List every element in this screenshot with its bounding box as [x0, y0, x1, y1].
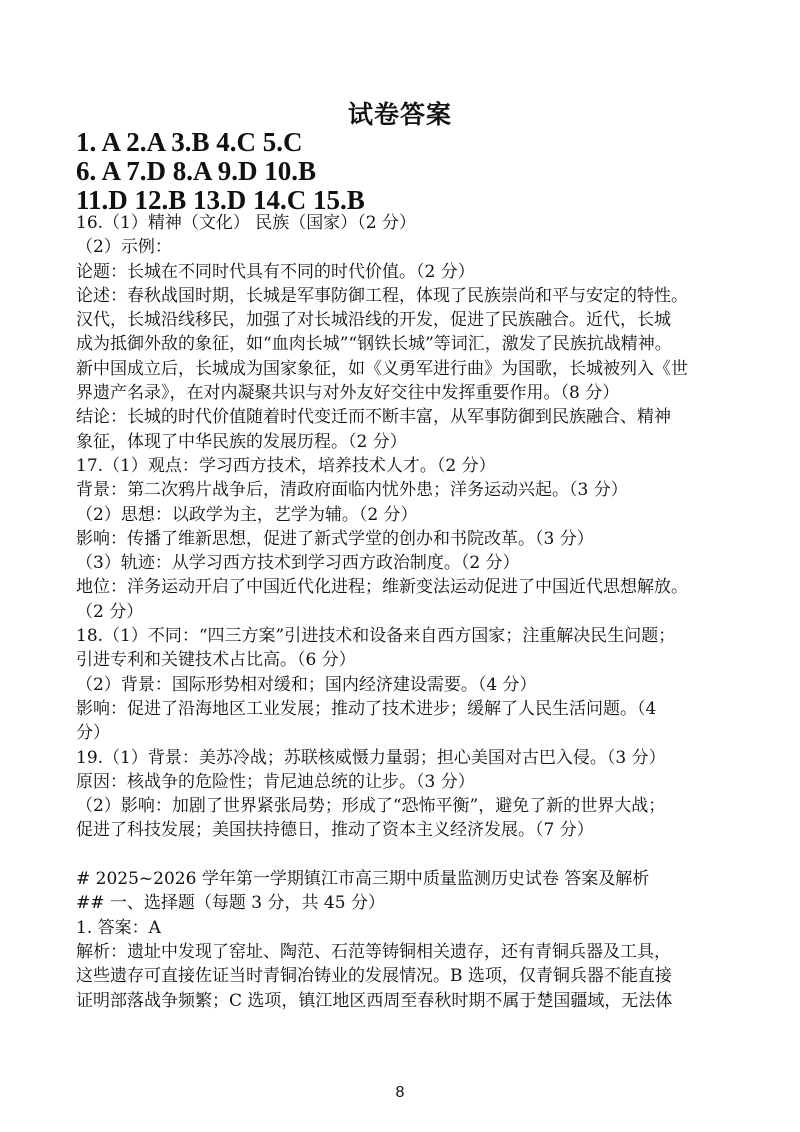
text-line: 分）	[76, 723, 110, 744]
text-line: （2）思想：以政学为主，艺学为辅。（2 分）	[76, 504, 418, 525]
section-heading: # 2025~2026 学年第一学期镇江市高三期中质量监测历史试卷 答案及解析	[76, 869, 650, 890]
text-line: 1. 答案：A	[76, 917, 161, 938]
text-line: 这些遗存可直接佐证当时青铜冶铸业的发展情况。B 选项，仅青铜兵器不能直接	[76, 966, 672, 987]
text-line: 背景：第二次鸦片战争后，清政府面临内忧外患；洋务运动兴起。（3 分）	[76, 480, 628, 501]
text-line: 成为抵御外敌的象征，如“血肉长城”“钢铁长城”等词汇，激发了民族抗战精神。	[76, 334, 672, 355]
answer-row: 1. A 2.A 3.B 4.C 5.C	[76, 127, 303, 157]
text-line: 促进了科技发展；美国扶持德日，推动了资本主义经济发展。（7 分）	[76, 820, 594, 841]
text-line: 引进专利和关键技术占比高。（6 分）	[76, 650, 356, 671]
text-line: 结论：长城的时代价值随着时代变迁而不断丰富，从军事防御到民族融合、精神	[76, 407, 671, 428]
text-line: 地位：洋务运动开启了中国近代化进程；维新变法运动促进了中国近代思想解放。	[76, 577, 688, 598]
answer-row: 6. A 7.D 8.A 9.D 10.B	[76, 156, 317, 186]
text-line: 汉代，长城沿线移民，加强了对长城沿线的开发，促进了民族融合。近代，长城	[76, 310, 671, 331]
text-line: （2）背景：国际形势相对缓和；国内经济建设需要。（4 分）	[76, 674, 537, 695]
text-line: 证明部落战争频繁；C 选项，镇江地区西周至春秋时期不属于楚国疆域，无法体	[76, 990, 673, 1011]
text-line: 16.（1）精神（文化） 民族（国家）（2 分）	[76, 213, 416, 233]
text-line: （2 分）	[76, 601, 144, 622]
answer-key	[76, 128, 365, 215]
text-line: 界遗产名录》，在对内凝聚共识与对外友好交往中发挥重要作用。（8 分）	[76, 383, 620, 404]
text-line: 原因：核战争的危险性；肯尼迪总统的让步。（3 分）	[76, 771, 475, 792]
text-line: （2）示例：	[76, 237, 172, 258]
text-line: 论述：春秋战国时期，长城是军事防御工程，体现了民族崇尚和平与安定的特性。	[76, 285, 688, 306]
text-line: 19.（1）背景：美苏冷战；苏联核威慑力量弱；担心美国对古巴入侵。（3 分）	[76, 747, 666, 768]
text-line: 影响：促进了沿海地区工业发展；推动了技术进步；缓解了人民生活问题。（4	[76, 698, 657, 719]
text-line: （2）影响：加剧了世界紧张局势；形成了“恐怖平衡”，避免了新的世界大战；	[76, 796, 666, 817]
blank-line	[76, 843, 736, 867]
section-subheading: ## 一、选择题（每题 3 分，共 45 分）	[76, 893, 385, 914]
text-line: 18.（1）不同：“四三方案”引进技术和设备来自西方国家；注重解决民生问题；	[76, 626, 676, 647]
answer-body	[76, 211, 736, 1013]
text-line: 17.（1）观点：学习西方技术，培养技术人才。（2 分）	[76, 455, 496, 476]
text-line: 新中国成立后，长城成为国家象征，如《义勇军进行曲》为国歌，长城被列入《世	[76, 358, 688, 379]
answer-row: 11.D 12.B 13.D 14.C 15.B	[76, 185, 365, 215]
text-line: （3）轨迹：从学习西方技术到学习西方政治制度。（2 分）	[76, 553, 520, 574]
page-title: 试卷答案	[347, 100, 452, 129]
text-line: 解析：遗址中发现了窑址、陶范、石范等铸铜相关遗存，还有青铜兵器及工具，	[76, 941, 671, 962]
page-number: 8	[395, 1084, 405, 1101]
text-line: 象征，体现了中华民族的发展历程。（2 分）	[76, 431, 407, 452]
text-line: 论题：长城在不同时代具有不同的时代价值。（2 分）	[76, 261, 475, 282]
text-line: 影响：传播了维新思想，促进了新式学堂的创办和书院改革。（3 分）	[76, 528, 594, 549]
